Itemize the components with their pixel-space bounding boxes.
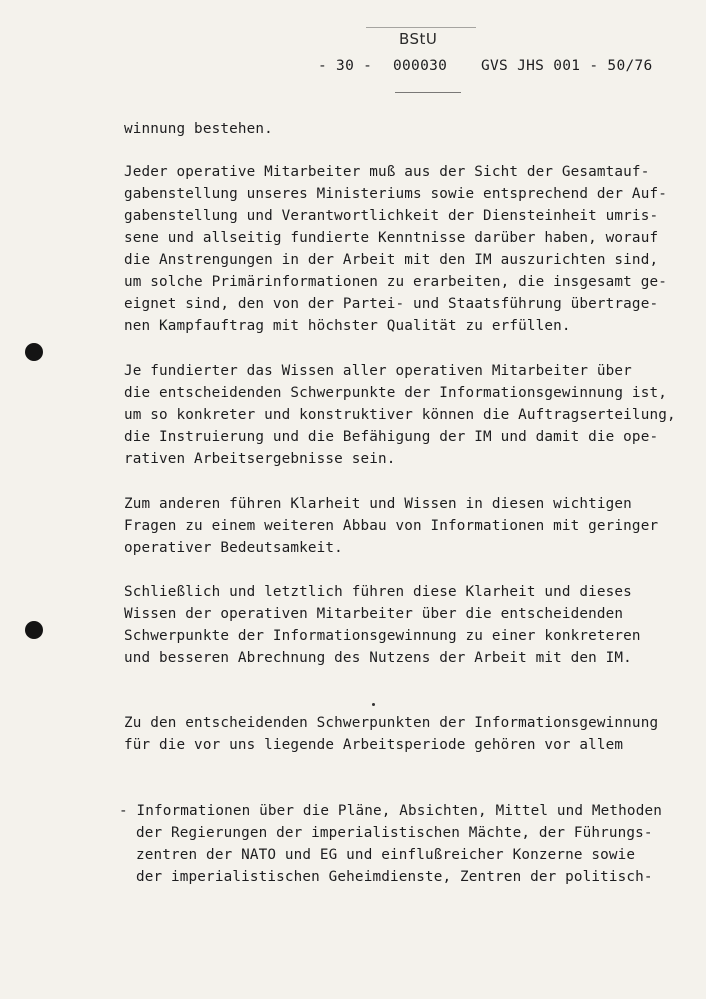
body-line: der imperialistischen Geheimdienste, Zentren der politisch- xyxy=(136,869,653,885)
body-line: und besseren Abrechnung des Nutzens der Arbeit mit den IM. xyxy=(124,650,632,666)
page-number: - 30 - xyxy=(318,58,373,74)
punch-hole xyxy=(25,343,43,361)
body-line: Fragen zu einem weiteren Abbau von Informationen mit geringer xyxy=(124,518,659,534)
body-line: die entscheidenden Schwerpunkte der Informationsgewinnung ist, xyxy=(124,385,667,401)
archive-stamp: BStU xyxy=(399,30,438,48)
body-line: Zu den entscheidenden Schwerpunkten der Informationsgewinnung xyxy=(124,715,659,731)
body-line: der Regierungen der imperialistischen Mächte, der Führungs- xyxy=(136,825,653,841)
body-line: Je fundierter das Wissen aller operativen Mitarbeiter über xyxy=(124,363,632,379)
body-line: zentren der NATO und EG und einflußreicher Konzerne sowie xyxy=(136,847,636,863)
document-reference: GVS JHS 001 - 50/76 xyxy=(481,58,653,74)
body-line: rativen Arbeitsergebnisse sein. xyxy=(124,451,396,467)
bullet-line: - Informationen über die Pläne, Absichten, Mittel und Methoden xyxy=(119,803,662,819)
body-line: gabenstellung und Verantwortlichkeit der Diensteinheit umris- xyxy=(124,208,659,224)
stamp-top-rule xyxy=(366,27,476,28)
ink-speck xyxy=(372,703,375,706)
body-line: nen Kampfauftrag mit höchster Qualität zu erfüllen. xyxy=(124,318,571,334)
body-line: Schwerpunkte der Informationsgewinnung zu einer konkreteren xyxy=(124,628,641,644)
body-line: Jeder operative Mitarbeiter muß aus der Sicht der Gesamtauf- xyxy=(124,164,650,180)
body-line: gabenstellung unseres Ministeriums sowie entsprechend der Auf- xyxy=(124,186,667,202)
body-line: operativer Bedeutsamkeit. xyxy=(124,540,343,556)
body-line: Wissen der operativen Mitarbeiter über die entscheidenden xyxy=(124,606,624,622)
serial-number: 000030 xyxy=(393,58,448,74)
body-line: um solche Primärinformationen zu erarbeiten, die insgesamt ge- xyxy=(124,274,667,290)
body-line: Schließlich und letztlich führen diese Klarheit und dieses xyxy=(124,584,632,600)
body-line: um so konkreter und konstruktiver können die Auftragserteilung, xyxy=(124,407,676,423)
punch-hole xyxy=(25,621,43,639)
body-line: Zum anderen führen Klarheit und Wissen in diesen wichtigen xyxy=(124,496,632,512)
body-line: für die vor uns liegende Arbeitsperiode gehören vor allem xyxy=(124,737,624,753)
body-line: die Anstrengungen in der Arbeit mit den IM auszurichten sind, xyxy=(124,252,659,268)
body-line: winnung bestehen. xyxy=(124,121,273,137)
body-line: die Instruierung und die Befähigung der IM und damit die ope- xyxy=(124,429,659,445)
body-line: sene und allseitig fundierte Kenntnisse darüber haben, worauf xyxy=(124,230,659,246)
serial-underline xyxy=(395,92,461,93)
body-line: eignet sind, den von der Partei- und Staatsführung übertrage- xyxy=(124,296,659,312)
